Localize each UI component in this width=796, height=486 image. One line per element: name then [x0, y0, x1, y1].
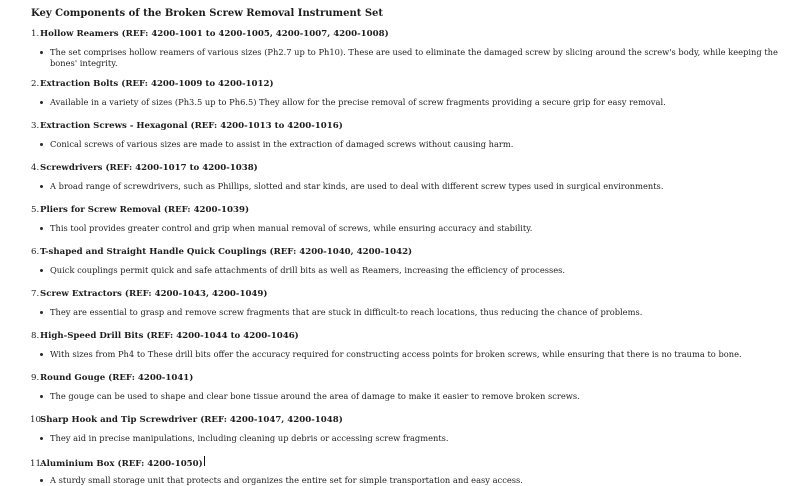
- item-name: High-Speed Drill Bits: [40, 331, 144, 341]
- bullet-text: They are essential to grasp and remove screw fragments that are stuck in difficult-to reach locations, thus reducing the chance of problems.: [50, 307, 643, 317]
- bullet-text: A broad range of screwdrivers, such as Phillips, slotted and star kinds, are used to deal with different screw types used in surgical environments.: [50, 181, 664, 191]
- item-bullets: [31, 349, 784, 360]
- bullet-text: Available in a variety of sizes (Ph3.5 up to Ph6.5) They allow for the precise removal of screw fragments providing a secure grip for easy removal.: [50, 97, 666, 107]
- item-name: Screw Extractors: [40, 289, 122, 299]
- bullet-dot-icon: [40, 101, 43, 104]
- item-name: Pliers for Screw Removal: [40, 205, 161, 215]
- item-reference: (REF: 4200-1013 to 4200-1016): [190, 121, 343, 131]
- bullet-dot-icon: [40, 51, 43, 54]
- bullet-text: A sturdy small storage unit that protects and organizes the entire set for simple transportation and easy access.: [50, 475, 523, 485]
- item-name: Hollow Reamers: [40, 29, 119, 39]
- bullet-point: [50, 223, 784, 234]
- item-number: 10.: [30, 415, 44, 425]
- item-name: Aluminium Box: [40, 459, 115, 469]
- item-heading: [31, 414, 784, 426]
- item-heading: [31, 372, 784, 384]
- item-reference: (REF: 4200-1050): [117, 459, 203, 469]
- item-heading: [31, 246, 784, 258]
- bullet-point: [50, 97, 784, 108]
- bullet-text: Quick couplings permit quick and safe attachments of drill bits as well as Reamers, increasing the efficiency of processes.: [50, 265, 566, 275]
- components-list: [31, 28, 784, 486]
- list-item: [31, 330, 784, 360]
- item-bullets: [31, 391, 784, 402]
- bullet-dot-icon: [40, 143, 43, 146]
- bullet-dot-icon: [40, 479, 43, 482]
- list-item: [31, 120, 784, 150]
- bullet-text: The set comprises hollow reamers of various sizes (Ph2.7 up to Ph10). These are used to eliminate the damaged screw by slicing around the screw's body, while keeping the bones' integrity.: [50, 47, 778, 68]
- item-heading: [31, 78, 784, 90]
- list-item: [31, 28, 784, 69]
- item-heading: [31, 162, 784, 174]
- item-number: 8.: [31, 331, 40, 341]
- item-reference: (REF: 4200-1044 to 4200-1046): [146, 331, 299, 341]
- bullet-point: [50, 475, 784, 486]
- item-number: 4.: [31, 163, 40, 173]
- bullet-point: [50, 349, 784, 360]
- bullet-dot-icon: [40, 395, 43, 398]
- list-item: [31, 246, 784, 276]
- item-bullets: [31, 307, 784, 318]
- item-reference: (REF: 4200-1039): [163, 205, 250, 215]
- item-bullets: [31, 223, 784, 234]
- item-reference: (REF: 4200-1043, 4200-1049): [124, 289, 268, 299]
- list-item: [31, 162, 784, 192]
- bullet-text: With sizes from Ph4 to These drill bits offer the accuracy required for constructing access points for broken screws, while ensuring that there is no trauma to bone.: [50, 349, 742, 359]
- item-name: Round Gouge: [40, 373, 106, 383]
- item-number: 7.: [31, 289, 40, 299]
- bullet-text: Conical screws of various sizes are made to assist in the extraction of damaged screws without causing harm.: [50, 139, 514, 149]
- bullet-point: [50, 391, 784, 402]
- bullet-point: [50, 47, 784, 69]
- item-bullets: [31, 475, 784, 486]
- bullet-point: [50, 307, 784, 318]
- bullet-text: They aid in precise manipulations, including cleaning up debris or accessing screw fragments.: [50, 433, 449, 443]
- item-reference: (REF: 4200-1040, 4200-1042): [269, 247, 413, 257]
- bullet-point: [50, 139, 784, 150]
- item-number: 6.: [31, 247, 40, 257]
- item-reference: (REF: 4200-1047, 4200-1048): [200, 415, 343, 425]
- item-heading: [31, 204, 784, 216]
- bullet-dot-icon: [40, 185, 43, 188]
- item-bullets: [31, 265, 784, 276]
- item-heading: [31, 288, 784, 300]
- bullet-dot-icon: [40, 269, 43, 272]
- item-reference: (REF: 4200-1041): [108, 373, 194, 383]
- item-number: 9.: [31, 373, 40, 383]
- list-item: [31, 288, 784, 318]
- document-title: Key Components of the Broken Screw Removal Instrument Set: [31, 8, 384, 19]
- item-heading: [31, 456, 784, 468]
- bullet-dot-icon: [40, 437, 43, 440]
- item-reference: (REF: 4200-1017 to 4200-1038): [105, 163, 258, 173]
- item-name: Screwdrivers: [40, 163, 103, 173]
- item-bullets: [31, 97, 784, 108]
- item-bullets: [31, 139, 784, 150]
- item-heading: [31, 120, 784, 132]
- bullet-point: [50, 433, 784, 444]
- list-item: [31, 372, 784, 402]
- item-number: 11.: [30, 459, 44, 469]
- item-name: T-shaped and Straight Handle Quick Couplings: [40, 247, 267, 257]
- item-name: Sharp Hook and Tip Screwdriver: [40, 415, 198, 425]
- bullet-text: The gouge can be used to shape and clear bone tissue around the area of damage to make it easier to remove broken screws.: [50, 391, 580, 401]
- item-reference: (REF: 4200-1001 to 4200-1005, 4200-1007, 4200-1008): [121, 29, 389, 39]
- item-number: 2.: [31, 79, 40, 89]
- item-name: Extraction Bolts: [40, 79, 119, 89]
- item-number: 3.: [31, 121, 40, 131]
- list-item: [31, 78, 784, 108]
- item-bullets: [31, 181, 784, 192]
- item-heading: [31, 330, 784, 342]
- item-bullets: [31, 433, 784, 444]
- bullet-point: [50, 265, 784, 276]
- bullet-text: This tool provides greater control and grip when manual removal of screws, while ensuring accuracy and stability.: [50, 223, 533, 233]
- item-reference: (REF: 4200-1009 to 4200-1012): [121, 79, 274, 89]
- list-item: [31, 204, 784, 234]
- item-bullets: [31, 47, 784, 69]
- item-name: Extraction Screws - Hexagonal: [40, 121, 188, 131]
- text-cursor: [204, 456, 205, 466]
- list-item: [31, 456, 784, 486]
- list-item: [31, 414, 784, 444]
- item-number: 5.: [31, 205, 40, 215]
- bullet-dot-icon: [40, 311, 43, 314]
- bullet-point: [50, 181, 784, 192]
- item-heading: [31, 28, 784, 40]
- item-number: 1.: [31, 29, 40, 39]
- bullet-dot-icon: [40, 353, 43, 356]
- bullet-dot-icon: [40, 227, 43, 230]
